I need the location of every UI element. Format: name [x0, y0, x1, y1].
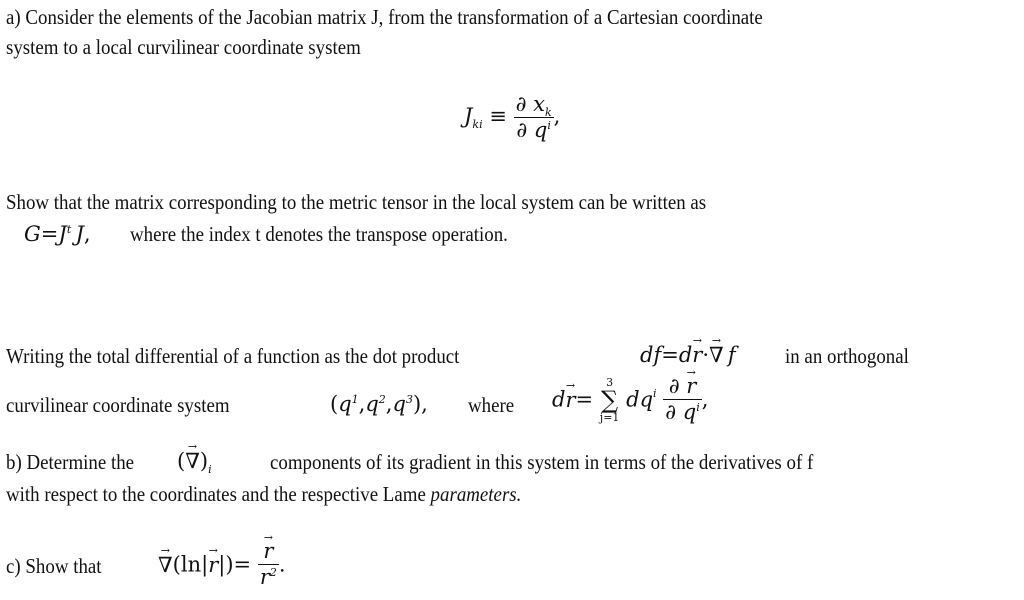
jacobian-numerator: ∂ $x_k$	[515, 92, 552, 120]
part-a-line-4: where the index t denotes the transpose operation.	[130, 222, 508, 246]
part-b-line-1-tail: components of its gradient in this system in terms of the derivatives of f	[270, 450, 814, 474]
part-b-line-2	[6, 482, 521, 507]
part-a-line-2: system to a local curvilinear coordinate system	[6, 35, 361, 59]
metric-tensor-equation: $G=J^t$ J,	[24, 222, 91, 246]
summation	[600, 377, 620, 423]
jacobian-fraction	[514, 94, 554, 141]
log-gradient-equation: → ∇(ln|→ r|)= → $\frac{r}{r^2}$ .	[158, 541, 286, 588]
log-gradient-fraction: → $\frac{r}{r^2}$	[258, 541, 279, 588]
part-b-line-2-italic: parameters.	[430, 482, 522, 506]
intro-line-1: Writing the total differential of a function as the dot product	[6, 344, 460, 368]
part-a-line-3: Show that the matrix corresponding to the metric tensor in the local system can be written as	[6, 190, 707, 214]
position-differential-expression: d→ r= 3 ∑ j=1 $dq^i$ $\frac{\partial \to r}{\partial q^i}$ ,	[552, 376, 708, 423]
intro-line-1-tail: in an orthogonal	[785, 344, 909, 368]
where-word: where	[468, 393, 515, 417]
summation-upper-limit: 3	[606, 375, 614, 389]
jacobian-equiv-sign: ≡	[489, 104, 507, 128]
jacobian-lhs: J	[464, 104, 473, 128]
jacobian-trailing-comma: ,	[553, 104, 561, 128]
part-c-label: c) Show that	[6, 554, 102, 578]
position-derivative-fraction: $\frac{\partial \to r}{\partial q^i}$	[663, 376, 702, 423]
intro-line-2: curvilinear coordinate system	[6, 393, 230, 417]
gradient-component-symbol: (→ $\nabla)_i$	[177, 449, 212, 473]
part-b-line-2-text: with respect to the coordinates and the respective Lame	[6, 482, 426, 506]
part-a-line-1: a) Consider the elements of the Jacobian matrix J, from the transformation of a Cartesian coordinate	[6, 5, 763, 29]
part-b-label: b) Determine the	[6, 450, 135, 474]
summation-lower-limit: j=1	[599, 410, 620, 424]
total-differential-expression: df=d→ r·→ ∇ f	[640, 343, 736, 367]
jacobian-equation	[464, 94, 560, 141]
coordinate-tuple: $(q^1,q^2,q^3)$,	[330, 392, 428, 416]
jacobian-denominator: ∂ $q^i$	[516, 118, 551, 142]
summation-sign: ∑	[601, 385, 619, 414]
jacobian-lhs-sub: ki	[472, 118, 483, 132]
